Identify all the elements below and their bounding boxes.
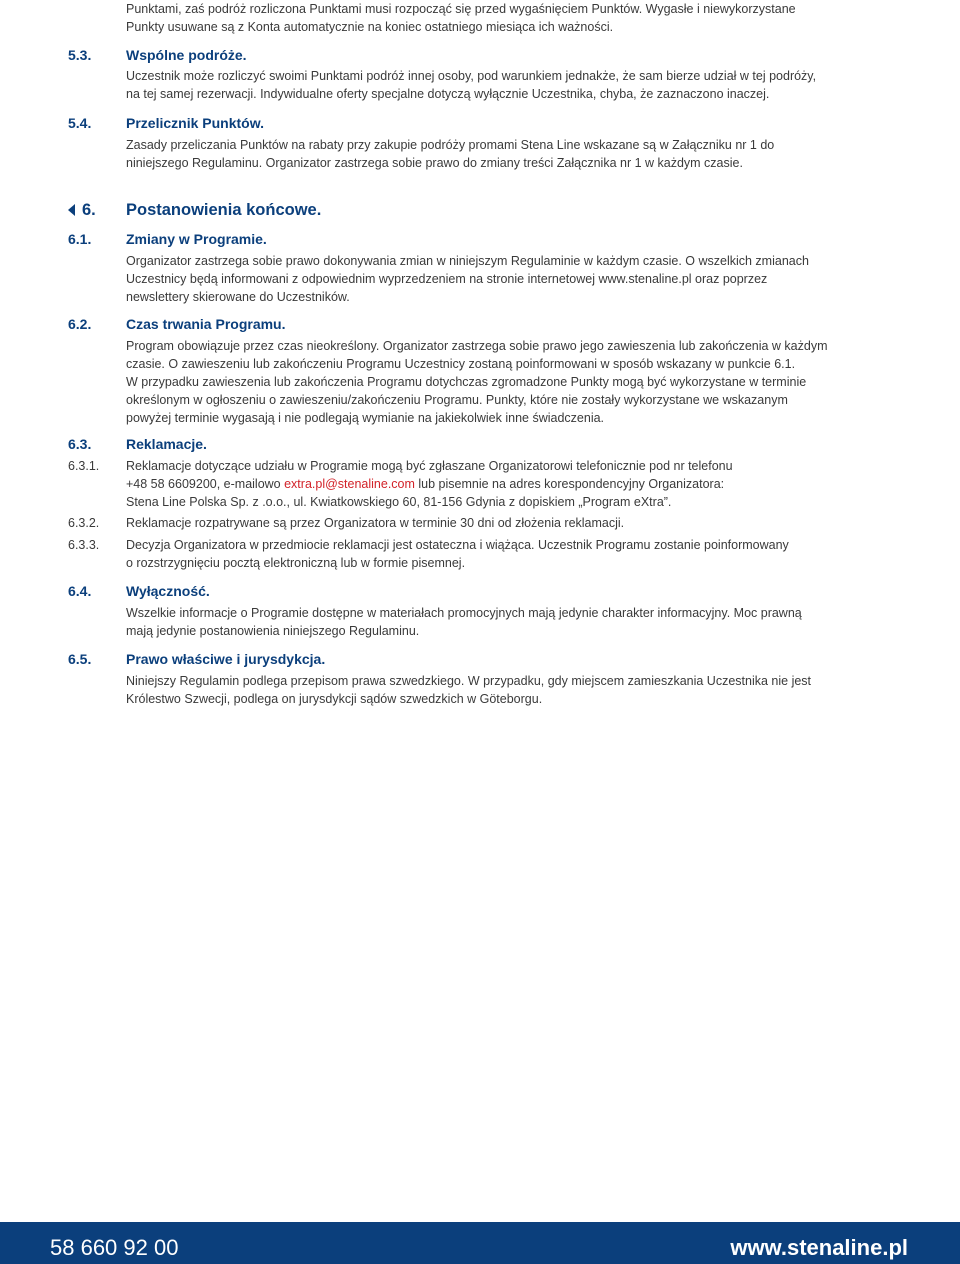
chevron-left-icon	[68, 204, 75, 216]
paragraph-line: mają jedynie postanowienia niniejszego Regulaminu.	[126, 624, 420, 638]
paragraph-line: na tej samej rezerwacji. Indywidualne oferty specjalne dotyczą wyłącznie Uczestnika, chyba, że zaznaczono inaczej.	[126, 87, 770, 101]
paragraph-line: newslettery skierowane do Uczestników.	[126, 290, 350, 304]
paragraph-line: niniejszego Regulaminu. Organizator zastrzega sobie prawo do zmiany treści Załącznika nr 1 w każdym czasie.	[126, 156, 743, 170]
intro-line: Punktami, zaś podróż rozliczona Punktami musi rozpocząć się przed wygaśnięciem Punktów. Wygasłe i niewykorzystane	[126, 2, 796, 16]
item-text	[126, 457, 890, 511]
section-title: Wyłączność.	[126, 583, 210, 599]
item-number: 6.3.3.	[68, 538, 100, 552]
section-title: Czas trwania Programu.	[126, 316, 286, 332]
paragraph-line: czasie. O zawieszeniu lub zakończeniu Programu Uczestnicy zostaną poinformowani w sposób wskazany w punkcie 6.1.	[126, 357, 796, 371]
item-line-part: +48 58 6609200, e-mailowo	[126, 477, 285, 491]
paragraph-line: Niniejszy Regulamin podlega przepisom prawa szwedzkiego. W przypadku, gdy miejscem zamieszkania Uczestnika nie jest	[126, 674, 812, 688]
item-line: o rozstrzygnięciu pocztą elektroniczną lub w formie pisemnej.	[126, 556, 466, 570]
paragraph-line: Program obowiązuje przez czas nieokreślony. Organizator zastrzega sobie prawo jego zawieszenia lub zakończenia w każdym	[126, 339, 828, 353]
item-line: Reklamacje dotyczące udziału w Programie mogą być zgłaszane Organizatorowi telefonicznie pod nr telefonu	[126, 459, 733, 473]
section-number: 5.3.	[68, 47, 92, 63]
item-line: Decyzja Organizatora w przedmiocie reklamacji jest ostateczna i wiążąca. Uczestnik Programu zostanie poinformowany	[126, 538, 789, 552]
section-number: 5.4.	[68, 115, 92, 131]
item-text	[126, 536, 890, 572]
footer-website-link[interactable]: www.stenaline.pl	[730, 1235, 908, 1260]
section-paragraph-6-2	[126, 337, 890, 427]
item-line: Stena Line Polska Sp. z .o.o., ul. Kwiatkowskiego 60, 81-156 Gdynia z dopiskiem „Program eXtra”.	[126, 495, 672, 509]
paragraph-line: Królestwo Szwecji, podlega on jurysdykcji sądów szwedzkich w Göteborgu.	[126, 692, 543, 706]
section-number: 6.2.	[68, 316, 92, 332]
paragraph-line: Wszelkie informacje o Programie dostępne w materiałach promocyjnych mają jedynie charakter informacyjny. Moc prawną	[126, 606, 802, 620]
section-paragraph-6-5	[126, 672, 890, 708]
item-line-part: lub pisemnie na adres korespondencyjny Organizatora:	[414, 477, 725, 491]
intro-line: Punkty usuwane są z Konta automatycznie na koniec ostatniego miesiąca ich ważności.	[126, 20, 614, 34]
paragraph-line: Zasady przeliczania Punktów na rabaty przy zakupie podróży promami Stena Line wskazane są w Załączniku nr 1 do	[126, 138, 775, 152]
chapter-number: 6.	[82, 201, 96, 219]
section-title: Reklamacje.	[126, 436, 207, 452]
section-number: 6.3.	[68, 436, 92, 452]
item-line	[126, 475, 890, 493]
item-number: 6.3.2.	[68, 516, 100, 530]
paragraph-line: Uczestnicy będą informowani z odpowiednim wyprzedzeniem na stronie internetowej www.stenaline.pl oraz poprzez	[126, 272, 768, 286]
section-number: 6.5.	[68, 651, 92, 667]
paragraph-line: Organizator zastrzega sobie prawo dokonywania zmian w niniejszym Regulaminie w każdym czasie. O wszelkich zmianach	[126, 254, 809, 268]
footer-phone[interactable]: 58 660 92 00	[50, 1235, 179, 1260]
section-number: 6.4.	[68, 583, 92, 599]
paragraph-line: Uczestnik może rozliczyć swoimi Punktami podróż innej osoby, pod warunkiem jednakże, że sam bierze udział w tej podróży,	[126, 69, 817, 83]
section-title: Prawo właściwe i jurysdykcja.	[126, 651, 326, 667]
paragraph-line: W przypadku zawieszenia lub zakończenia Programu dotychczas zgromadzone Punkty mogą być wykorzystane w terminie	[126, 375, 807, 389]
item-number: 6.3.1.	[68, 459, 100, 473]
item-text	[126, 514, 890, 532]
section-paragraph-5-4	[126, 136, 890, 172]
section-paragraph-6-4	[126, 604, 890, 640]
intro-paragraph	[126, 0, 890, 36]
section-paragraph-5-3	[126, 67, 890, 103]
footer-bar	[0, 1222, 960, 1264]
item-line: Reklamacje rozpatrywane są przez Organizatora w terminie 30 dni od złożenia reklamacji.	[126, 516, 625, 530]
section-number: 6.1.	[68, 231, 92, 247]
email-link[interactable]: extra.pl@stenaline.com	[284, 477, 415, 491]
section-title: Zmiany w Programie.	[126, 231, 267, 247]
section-title: Przelicznik Punktów.	[126, 115, 264, 131]
section-paragraph-6-1	[126, 252, 890, 306]
paragraph-line: określonym w ogłoszeniu o zawieszeniu/zakończeniu Programu. Punkty, które nie zostały wykorzystane we wskazanym	[126, 393, 788, 407]
chapter-title: Postanowienia końcowe.	[126, 201, 322, 219]
paragraph-line: powyżej terminie wygasają i nie podlegają wymianie na jakiekolwiek inne świadczenia.	[126, 411, 605, 425]
section-title: Wspólne podróże.	[126, 47, 247, 63]
